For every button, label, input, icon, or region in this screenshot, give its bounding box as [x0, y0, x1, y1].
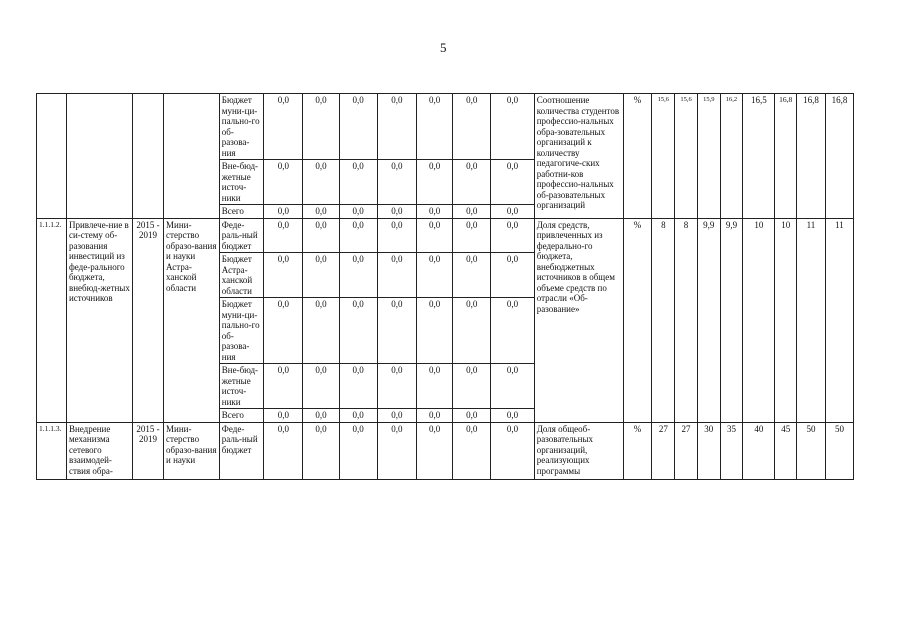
value-cell: 0,0 — [264, 160, 303, 205]
funding-source: Бюджет муни-ци-пально-го об-разова-ния — [219, 94, 263, 160]
target-cell: 16,5 — [743, 94, 775, 219]
value-cell: 0,0 — [417, 94, 453, 160]
funding-source: Вне-бюд-жетные источ-ники — [219, 160, 263, 205]
value-cell: 0,0 — [417, 364, 453, 409]
indicator-cell: Соотношение количества студентов профессио-нальных обра-зовательных организаций к количеству педагогиче-ских работни-ков профессио-нальных об-разовательных организаций — [534, 94, 623, 219]
cell-period: 2015 - 2019 — [133, 422, 164, 479]
target-cell: 30 — [697, 422, 720, 479]
value-cell: 0,0 — [303, 160, 339, 205]
funding-source: Феде-раль-ный бюджет — [219, 218, 263, 253]
value-cell: 0,0 — [491, 422, 534, 479]
value-cell: 0,0 — [417, 422, 453, 479]
cell-executor — [164, 94, 220, 219]
target-cell: 9,9 — [697, 218, 720, 422]
value-cell: 0,0 — [303, 364, 339, 409]
value-cell: 0,0 — [453, 409, 491, 423]
target-cell: 16,8 — [797, 94, 826, 219]
value-cell: 0,0 — [453, 364, 491, 409]
target-cell: 11 — [825, 218, 853, 422]
value-cell: 0,0 — [491, 409, 534, 423]
cell-period: 2015 - 2019 — [133, 218, 164, 422]
value-cell: 0,0 — [491, 160, 534, 205]
value-cell: 0,0 — [339, 422, 377, 479]
value-cell: 0,0 — [264, 94, 303, 160]
cell-period — [133, 94, 164, 219]
target-cell: 35 — [720, 422, 743, 479]
funding-source: Бюджет Астра-ханской области — [219, 253, 263, 298]
value-cell: 0,0 — [303, 218, 339, 253]
value-cell: 0,0 — [417, 205, 453, 219]
value-cell: 0,0 — [303, 94, 339, 160]
target-cell: 15,6 — [652, 94, 675, 219]
cell-executor: Мини-стерство образо-вания и науки — [164, 422, 220, 479]
value-cell: 0,0 — [264, 298, 303, 364]
value-cell: 0,0 — [339, 205, 377, 219]
cell-name: Привлече-ние в си-стему об-разования инвестиций из феде-рального бюджета, внебюд-жетных источников — [66, 218, 132, 422]
value-cell: 0,0 — [453, 218, 491, 253]
value-cell: 0,0 — [417, 409, 453, 423]
value-cell: 0,0 — [417, 298, 453, 364]
value-cell: 0,0 — [377, 364, 416, 409]
value-cell: 0,0 — [377, 160, 416, 205]
value-cell: 0,0 — [453, 94, 491, 160]
target-cell: 16,8 — [825, 94, 853, 219]
cell-name: Внедрение механизма сетевого взаимодей-ствия обра- — [66, 422, 132, 479]
value-cell: 0,0 — [453, 160, 491, 205]
target-cell: 11 — [797, 218, 826, 422]
unit-cell: % — [623, 422, 652, 479]
value-cell: 0,0 — [453, 205, 491, 219]
table-row — [37, 218, 854, 253]
value-cell: 0,0 — [339, 409, 377, 423]
target-cell: 8 — [652, 218, 675, 422]
value-cell: 0,0 — [264, 253, 303, 298]
value-cell: 0,0 — [303, 409, 339, 423]
value-cell: 0,0 — [453, 253, 491, 298]
target-cell: 16,8 — [775, 94, 797, 219]
unit-cell: % — [623, 94, 652, 219]
value-cell: 0,0 — [264, 422, 303, 479]
cell-executor: Мини-стерство образо-вания и науки Астра-ханской области — [164, 218, 220, 422]
target-cell: 45 — [775, 422, 797, 479]
funding-source: Всего — [219, 409, 263, 423]
funding-source: Вне-бюд-жетные источ-ники — [219, 364, 263, 409]
target-cell: 8 — [675, 218, 698, 422]
program-table — [36, 93, 854, 480]
value-cell: 0,0 — [491, 298, 534, 364]
value-cell: 0,0 — [264, 205, 303, 219]
value-cell: 0,0 — [377, 94, 416, 160]
cell-num: 1.1.1.3. — [37, 422, 67, 479]
target-cell: 15,6 — [675, 94, 698, 219]
value-cell: 0,0 — [377, 422, 416, 479]
value-cell: 0,0 — [264, 409, 303, 423]
cell-num: 1.1.1.2. — [37, 218, 67, 422]
value-cell: 0,0 — [417, 253, 453, 298]
value-cell: 0,0 — [303, 298, 339, 364]
target-cell: 16,2 — [720, 94, 743, 219]
value-cell: 0,0 — [377, 205, 416, 219]
value-cell: 0,0 — [303, 422, 339, 479]
value-cell: 0,0 — [377, 298, 416, 364]
value-cell: 0,0 — [303, 205, 339, 219]
value-cell: 0,0 — [417, 160, 453, 205]
cell-num — [37, 94, 67, 219]
funding-source: Феде-раль-ный бюджет — [219, 422, 263, 479]
target-cell: 15,9 — [697, 94, 720, 219]
value-cell: 0,0 — [264, 218, 303, 253]
value-cell: 0,0 — [491, 94, 534, 160]
table-row — [37, 422, 854, 479]
indicator-cell: Доля общеоб-разовательных организаций, реализующих программы — [534, 422, 623, 479]
value-cell: 0,0 — [377, 409, 416, 423]
page-number: 5 — [440, 40, 447, 55]
target-cell: 50 — [797, 422, 826, 479]
table-row — [37, 94, 854, 160]
value-cell: 0,0 — [264, 364, 303, 409]
indicator-cell: Доля средств, привлеченных из федерально-го бюджета, внебюджетных источников в общем объеме средств по отрасли «Об-разование» — [534, 218, 623, 422]
value-cell: 0,0 — [339, 364, 377, 409]
value-cell: 0,0 — [377, 218, 416, 253]
value-cell: 0,0 — [417, 218, 453, 253]
unit-cell: % — [623, 218, 652, 422]
value-cell: 0,0 — [491, 253, 534, 298]
value-cell: 0,0 — [491, 218, 534, 253]
target-cell: 27 — [652, 422, 675, 479]
target-cell: 50 — [825, 422, 853, 479]
cell-name — [66, 94, 132, 219]
funding-source: Бюджет муни-ци-пально-го об-разова-ния — [219, 298, 263, 364]
value-cell: 0,0 — [339, 253, 377, 298]
value-cell: 0,0 — [491, 364, 534, 409]
value-cell: 0,0 — [377, 253, 416, 298]
target-cell: 10 — [743, 218, 775, 422]
funding-source: Всего — [219, 205, 263, 219]
value-cell: 0,0 — [453, 422, 491, 479]
value-cell: 0,0 — [453, 298, 491, 364]
value-cell: 0,0 — [303, 253, 339, 298]
value-cell: 0,0 — [339, 218, 377, 253]
value-cell: 0,0 — [339, 94, 377, 160]
value-cell: 0,0 — [491, 205, 534, 219]
value-cell: 0,0 — [339, 160, 377, 205]
target-cell: 10 — [775, 218, 797, 422]
target-cell: 9,9 — [720, 218, 743, 422]
target-cell: 27 — [675, 422, 698, 479]
target-cell: 40 — [743, 422, 775, 479]
value-cell: 0,0 — [339, 298, 377, 364]
